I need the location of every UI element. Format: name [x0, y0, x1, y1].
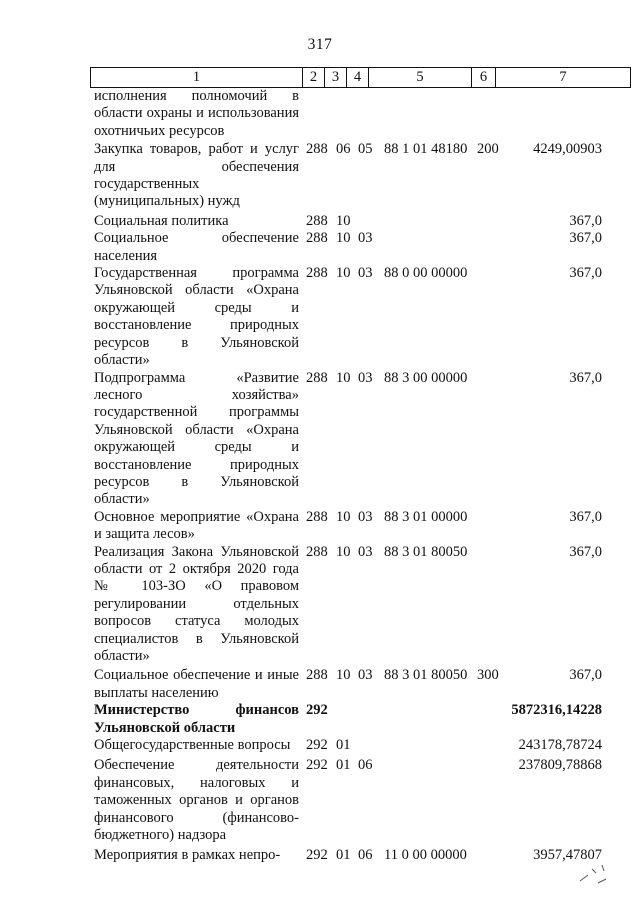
row-name: Обеспечение деятельности финансовых, налоговых и таможенных органов и органов финансового (финансово-бюджетного) надзора	[94, 757, 299, 844]
row-name: Закупка товаров, работ и услуг для обеспечения государственных (муниципальных) нужд	[94, 141, 299, 210]
table-row	[0, 509, 640, 544]
row-c4: 06	[358, 757, 373, 774]
row-name: Социальное обеспечение населения	[94, 230, 299, 264]
row-amount: 4249,00903	[533, 141, 602, 158]
row-name: Государственная программа Ульяновской области «Охрана окружающей среды и восстановление природных ресурсов в Ульяновской области»	[94, 265, 299, 369]
row-c5: 88 1 01 48180	[384, 141, 468, 158]
row-c2: 292	[306, 757, 328, 774]
row-c4: 03	[358, 230, 373, 247]
row-c2: 288	[306, 212, 328, 229]
table-row	[0, 141, 640, 211]
row-c3: 10	[336, 667, 351, 684]
row-c3: 10	[336, 212, 351, 229]
row-amount: 237809,78868	[518, 757, 602, 774]
header-col-3: 3	[324, 68, 346, 87]
header-col-2: 2	[302, 68, 324, 87]
table-row	[0, 370, 640, 509]
table-row	[0, 230, 640, 265]
row-c2: 292	[306, 737, 328, 754]
row-amount: 367,0	[569, 508, 602, 525]
row-c5: 88 3 00 00000	[384, 369, 468, 386]
row-amount: 3957,47807	[533, 847, 602, 864]
row-amount: 5872316,14228	[511, 702, 602, 719]
row-amount: 367,0	[569, 667, 602, 684]
row-amount: 367,0	[569, 369, 602, 386]
row-c2: 292	[306, 702, 328, 719]
table-header	[90, 67, 631, 88]
table-row	[0, 847, 640, 864]
row-name: Социальная политика	[94, 212, 229, 229]
row-name: Общегосударственные вопросы	[94, 737, 291, 754]
row-c4: 05	[358, 141, 373, 158]
row-name: Социальное обеспечение и иные выплаты населению	[94, 667, 299, 701]
row-c5: 88 3 01 80050	[384, 667, 468, 684]
table-body	[0, 88, 640, 865]
table-row	[0, 667, 640, 702]
header-col-7: 7	[495, 68, 630, 87]
row-c2: 292	[306, 847, 328, 864]
row-c3: 10	[336, 508, 351, 525]
row-c3: 10	[336, 230, 351, 247]
row-c5: 11 0 00 00000	[384, 847, 467, 864]
header-col-6: 6	[471, 68, 495, 87]
row-name: Реализация Закона Ульяновской области от 2 октября 2020 года № 103-ЗО «О правовом регулировании отдельных вопросов статуса молодых специалистов в Ульяновской области»	[94, 543, 299, 664]
row-name: исполнения полномочий в области охраны и использования охотничьих ресурсов	[94, 88, 299, 139]
table-row	[0, 88, 640, 140]
row-c5: 88 3 01 80050	[384, 543, 468, 560]
row-c6: 300	[477, 667, 499, 684]
row-c3: 01	[336, 847, 351, 864]
row-c2: 288	[306, 265, 328, 282]
row-c4: 03	[358, 508, 373, 525]
row-c2: 288	[306, 667, 328, 684]
row-name: Основное мероприятие «Охрана и защита лесов»	[94, 508, 299, 543]
row-c4: 03	[358, 369, 373, 386]
row-name: Министерство финансов Ульяновской области	[94, 702, 299, 736]
row-c3: 10	[336, 369, 351, 386]
row-c4: 03	[358, 667, 373, 684]
header-col-5: 5	[368, 68, 471, 87]
row-amount: 367,0	[569, 230, 602, 247]
row-amount: 367,0	[569, 543, 602, 560]
row-c2: 288	[306, 369, 328, 386]
row-c5: 88 3 01 00000	[384, 508, 468, 525]
row-c6: 200	[477, 141, 499, 158]
page-number: 317	[307, 36, 333, 53]
header-col-4: 4	[346, 68, 368, 87]
table-row	[0, 737, 640, 754]
row-name: Подпрограмма «Развитие лесного хозяйства» государственной программы Ульяновской области «Охрана окружающей среды и восстановление природных ресурсов в Ульяновской области»	[94, 369, 299, 508]
table-row	[0, 213, 640, 230]
table-row	[0, 544, 640, 666]
header-col-1: 1	[90, 68, 302, 87]
row-amount: 367,0	[569, 212, 602, 229]
row-c2: 288	[306, 230, 328, 247]
row-c2: 288	[306, 141, 328, 158]
row-name: Мероприятия в рамках непро-	[94, 847, 281, 864]
row-amount: 243178,78724	[518, 737, 602, 754]
row-amount: 367,0	[569, 265, 602, 282]
scan-artifact-icon	[576, 861, 616, 891]
row-c3: 01	[336, 757, 351, 774]
row-c3: 01	[336, 737, 351, 754]
row-c4: 03	[358, 265, 373, 282]
table-row	[0, 702, 640, 737]
row-c2: 288	[306, 543, 328, 560]
table-row	[0, 757, 640, 844]
row-c3: 06	[336, 141, 351, 158]
row-c4: 06	[358, 847, 373, 864]
table-row	[0, 265, 640, 369]
row-c2: 288	[306, 508, 328, 525]
row-c5: 88 0 00 00000	[384, 265, 468, 282]
row-c3: 10	[336, 265, 351, 282]
row-c4: 03	[358, 543, 373, 560]
row-c3: 10	[336, 543, 351, 560]
